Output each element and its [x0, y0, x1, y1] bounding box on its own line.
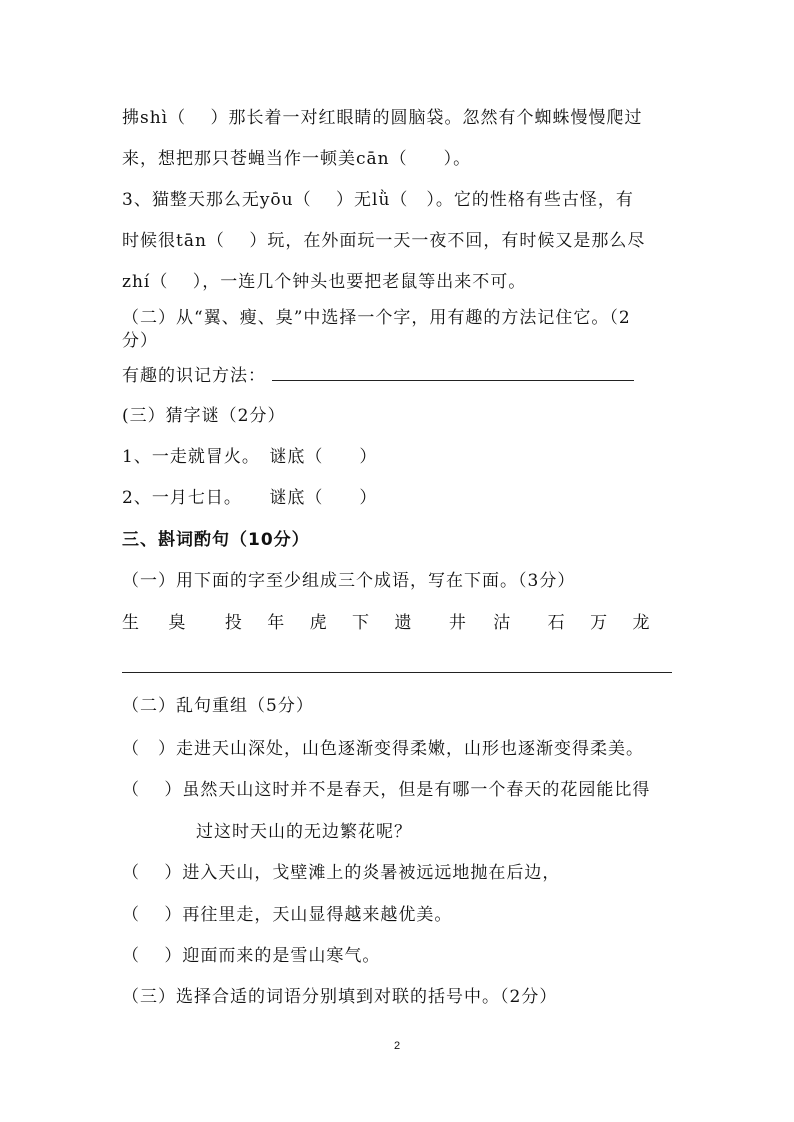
reorder-sentence: （ ）迎面而来的是雪山寒气。	[122, 946, 381, 966]
text-line: 拂shì（ ）那长着一对红眼睛的圆脑袋。忽然有个蜘蛛慢慢爬过	[122, 108, 643, 128]
reorder-sentence: （ ）进入天山，戈壁滩上的炎暑被远远地抛在后边，	[122, 863, 561, 883]
couplet-question: （三）选择合适的词语分别填到对联的括号中。（2分）	[122, 987, 558, 1007]
riddle-item: 1、一走就冒火。 谜底（ ）	[122, 447, 378, 467]
character-row	[122, 611, 650, 635]
text-line: zhí（ ），一连几个钟头也要把老鼠等出来不可。	[122, 272, 527, 292]
text-line: 时候很tān（ ）玩，在外面玩一天一夜不回，有时候又是那么尽	[122, 231, 646, 251]
character: 沽	[493, 613, 512, 633]
character: 生	[122, 613, 140, 633]
answer-line[interactable]	[272, 380, 634, 381]
riddle-heading: (三）猜字谜（2分）	[122, 406, 286, 426]
reorder-sentence: （ ）走进天山深处，山色逐渐变得柔嫩，山形也逐渐变得柔美。	[122, 739, 644, 759]
riddle-item: 2、一月七日。 谜底（ ）	[122, 488, 378, 508]
text-line: 3、猫整天那么无yōu（ ）无lǜ（ ）。它的性格有些古怪，有	[122, 190, 634, 210]
character: 年	[267, 613, 286, 633]
section-two-question-cont: 分）	[122, 331, 158, 351]
memory-method-label: 有趣的识记方法：	[122, 366, 266, 386]
character: 遗	[394, 613, 413, 633]
character: 石	[547, 613, 566, 633]
reorder-sentence: （ ）虽然天山这时并不是春天，但是有哪一个春天的花园能比得	[122, 780, 651, 800]
reorder-heading: （二）乱句重组（5分）	[122, 696, 314, 716]
character: 龙	[632, 613, 651, 633]
character: 投	[224, 613, 243, 633]
character: 下	[352, 613, 371, 633]
character: 虎	[309, 613, 328, 633]
section-two-question: （二）从“翼、瘦、臭”中选择一个字，用有趣的方法记住它。（2	[122, 308, 631, 328]
section-heading: 三、斟词酌句（10分）	[122, 530, 310, 550]
answer-line[interactable]	[122, 672, 672, 673]
character: 万	[590, 613, 609, 633]
page-number: 2	[393, 1040, 401, 1052]
character: 井	[448, 613, 467, 633]
text-line: 来，想把那只苍蝇当作一顿美cān（ ）。	[122, 149, 472, 169]
idiom-question: （一）用下面的字至少组成三个成语，写在下面。（3分）	[122, 571, 576, 591]
character: 臭	[168, 613, 187, 633]
reorder-sentence: （ ）再往里走，天山显得越来越优美。	[122, 905, 453, 925]
reorder-sentence-cont: 过这时天山的无边繁花呢？	[196, 822, 412, 842]
